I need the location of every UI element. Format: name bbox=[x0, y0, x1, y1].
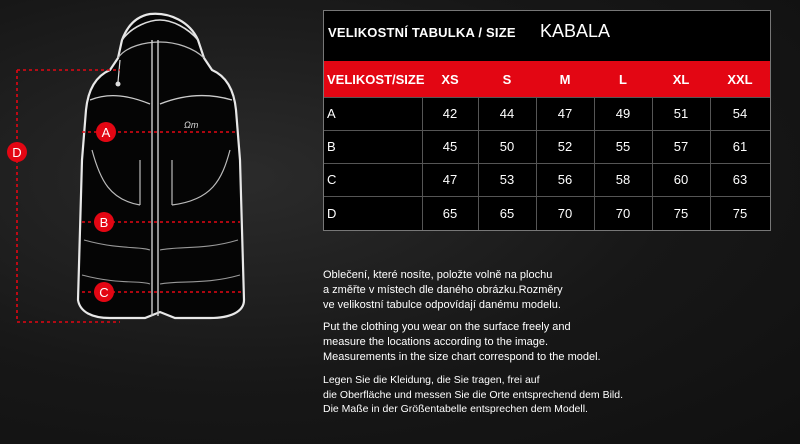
marker-b bbox=[94, 212, 114, 232]
table-header-row bbox=[324, 61, 770, 97]
instruction-line: Put the clothing you wear on the surface freely and bbox=[323, 321, 571, 333]
header-size: S bbox=[502, 71, 512, 87]
instruction-line: die Oberfläche und messen Sie die Orte entsprechend dem Bild. bbox=[323, 388, 624, 401]
table-cell: 42 bbox=[442, 106, 458, 121]
table-cell: 55 bbox=[615, 139, 631, 154]
instructions-czech bbox=[323, 268, 603, 313]
svg-text:D: D bbox=[12, 145, 22, 160]
table-cell: 56 bbox=[557, 172, 573, 187]
table-cell: 53 bbox=[499, 172, 515, 187]
instructions-german bbox=[323, 373, 633, 417]
table-title-row bbox=[324, 11, 770, 61]
logo-mark: Ωm bbox=[184, 120, 199, 130]
instruction-line: Die Maße in der Größentabelle entsprechen dem Modell. bbox=[323, 403, 588, 415]
marker-d bbox=[7, 142, 27, 162]
vest-outline bbox=[78, 14, 244, 318]
svg-text:C: C bbox=[99, 285, 109, 300]
table-cell: 52 bbox=[557, 139, 573, 154]
table-cell: 47 bbox=[442, 172, 458, 187]
table-cell: 45 bbox=[442, 139, 458, 154]
header-label: VELIKOST/SIZE bbox=[327, 71, 425, 87]
product-name: KABALA bbox=[540, 21, 611, 41]
table-cell: 70 bbox=[557, 205, 573, 221]
vest-illustration bbox=[0, 0, 320, 444]
table-cell: 65 bbox=[499, 205, 515, 221]
size-table bbox=[323, 10, 771, 231]
table-cell: 49 bbox=[615, 106, 631, 121]
table-cell: 58 bbox=[615, 172, 631, 187]
table-cell: 47 bbox=[557, 106, 573, 121]
table-cell: 61 bbox=[732, 139, 748, 154]
instructions-english bbox=[323, 320, 603, 365]
svg-text:A: A bbox=[101, 125, 111, 140]
header-size: XS bbox=[441, 71, 459, 87]
row-label: B bbox=[327, 139, 336, 154]
table-title: VELIKOSTNÍ TABULKA / SIZE bbox=[328, 25, 516, 40]
table-cell: 51 bbox=[673, 106, 689, 121]
table-cell: 60 bbox=[673, 172, 689, 187]
table-cell: 75 bbox=[732, 205, 748, 221]
table-cell: 44 bbox=[499, 106, 515, 121]
marker-a bbox=[96, 122, 116, 142]
table-cell: 54 bbox=[732, 106, 748, 121]
header-size: L bbox=[619, 71, 627, 87]
svg-text:B: B bbox=[99, 215, 109, 230]
table-cell: 63 bbox=[732, 172, 748, 187]
row-label: A bbox=[327, 106, 336, 121]
instruction-line: measure the locations according to the image. bbox=[323, 336, 549, 348]
instruction-line: Measurements in the size chart correspond to the model. bbox=[323, 351, 601, 363]
instruction-line: a změřte v místech dle daného obrázku.Rozměry bbox=[323, 284, 563, 296]
table-cell: 50 bbox=[499, 139, 515, 154]
table-cell: 57 bbox=[673, 139, 689, 154]
row-label: C bbox=[327, 172, 337, 187]
drawstring-end bbox=[116, 82, 121, 87]
row-label: D bbox=[327, 205, 337, 221]
table-cell: 65 bbox=[442, 205, 458, 221]
table-cell: 70 bbox=[615, 205, 631, 221]
table-cell: 75 bbox=[673, 205, 689, 221]
marker-c bbox=[94, 282, 114, 302]
instruction-line: ve velikostní tabulce odpovídají danému modelu. bbox=[323, 299, 561, 311]
instruction-line: Oblečení, které nosíte, položte volně na plochu bbox=[323, 269, 553, 281]
instruction-line: Legen Sie die Kleidung, die Sie tragen, frei auf bbox=[323, 374, 540, 386]
header-size: XL bbox=[672, 71, 690, 87]
header-size: M bbox=[559, 71, 571, 87]
header-size: XXL bbox=[727, 71, 753, 87]
